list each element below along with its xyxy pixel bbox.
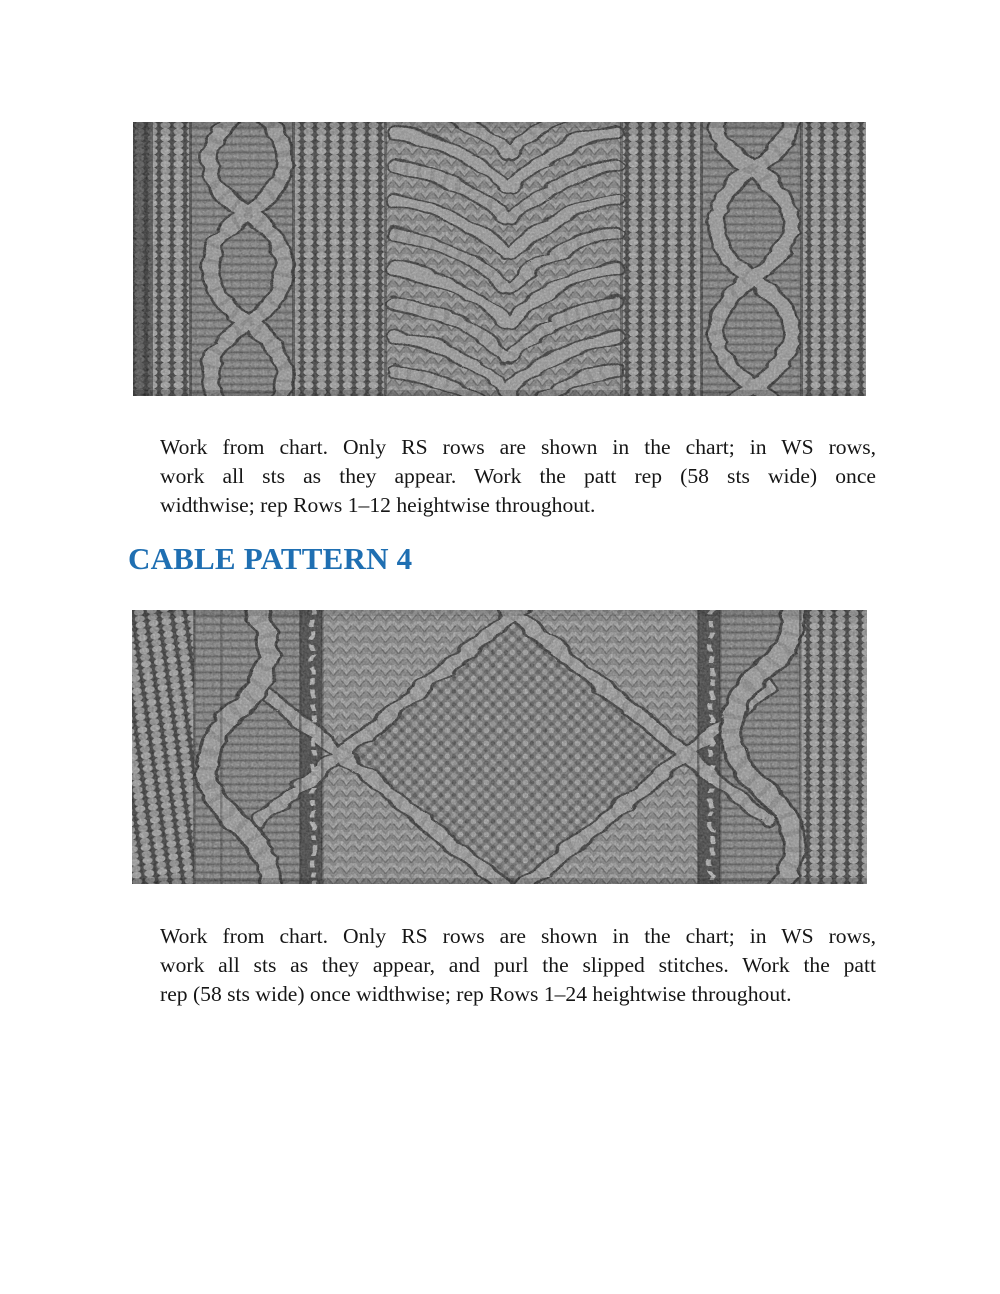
paragraph-line: widthwise; rep Rows 1–12 heightwise throughout. (160, 493, 596, 517)
paragraph-line: Work from chart. Only RS rows are shown in the chart; in WS rows, (160, 924, 876, 948)
section-heading: CABLE PATTERN 4 (128, 541, 413, 576)
knit-swatch-photo-bottom (132, 610, 867, 884)
paragraph-line: rep (58 sts wide) once widthwise; rep Rows 1–24 heightwise throughout. (160, 982, 792, 1006)
paragraph-line: work all sts as they appear. Work the patt rep (58 sts wide) once (160, 464, 876, 488)
instruction-paragraph-2 (160, 922, 876, 1009)
grain-highlight-overlay (133, 122, 866, 396)
knit-photo-2-graphic (132, 610, 867, 884)
grain-highlight-overlay (132, 610, 867, 884)
knit-swatch-photo-top (133, 122, 866, 396)
paragraph-line: work all sts as they appear, and purl the slipped stitches. Work the patt (160, 953, 876, 977)
knit-photo-1-graphic (133, 122, 866, 396)
paragraph-line: Work from chart. Only RS rows are shown in the chart; in WS rows, (160, 435, 876, 459)
instruction-paragraph-1 (160, 433, 876, 520)
